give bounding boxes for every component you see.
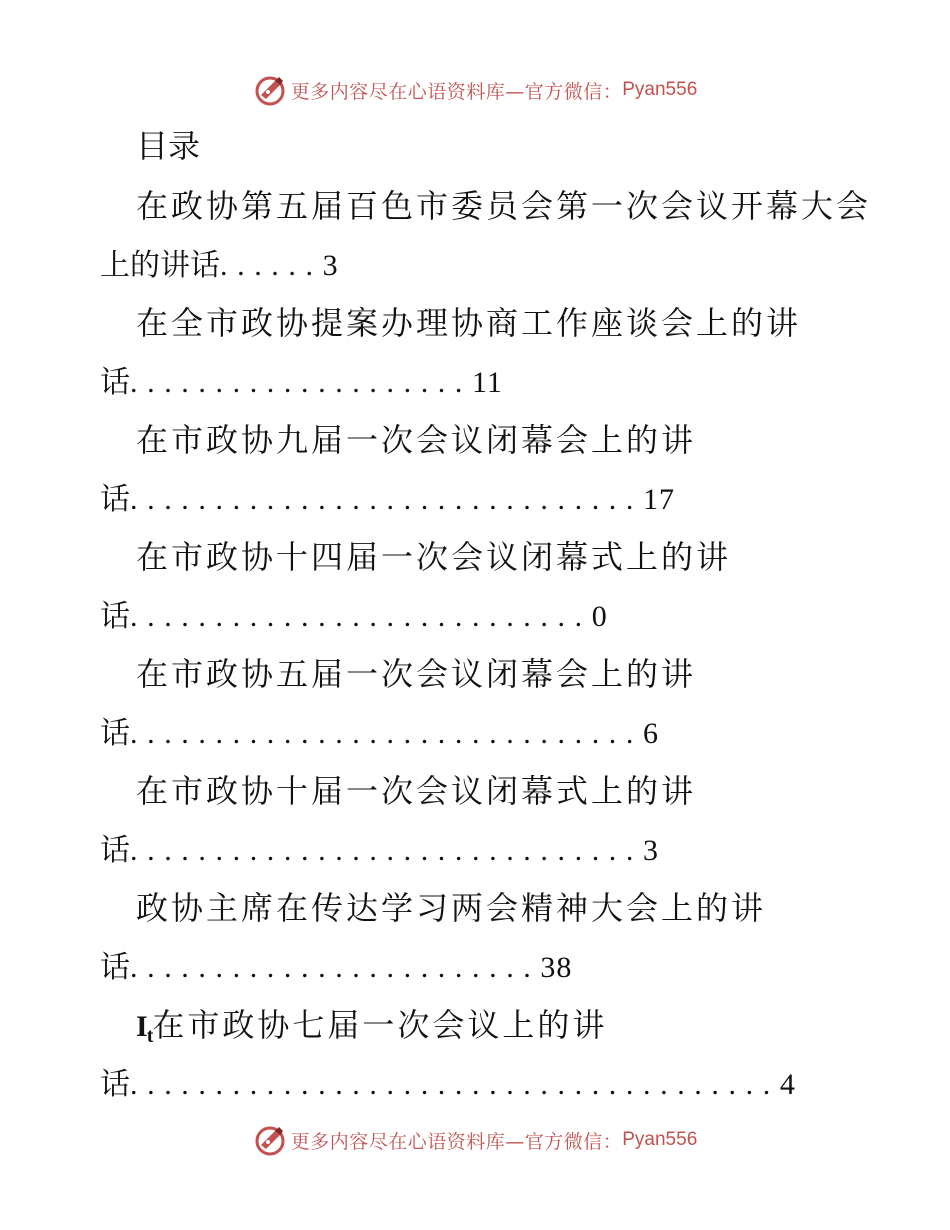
toc-entry[interactable] xyxy=(100,886,860,1003)
dot-leader: ...................................... xyxy=(130,1068,780,1101)
header-banner xyxy=(0,70,950,110)
toc-entry-leader xyxy=(100,242,860,286)
toc-entry-title-row xyxy=(100,1003,860,1047)
toc-entry-title: 政协主席在传达学习两会精神大会上的讲 xyxy=(136,889,767,927)
dot-leader: .............................. xyxy=(130,483,643,516)
footer-banner xyxy=(0,1120,950,1160)
header-banner-text: 更多内容尽在心语资料库—官方微信： xyxy=(290,80,623,103)
page-number: 4 xyxy=(779,1068,796,1101)
page-number: 6 xyxy=(643,717,659,750)
page-number: 11 xyxy=(472,366,503,399)
toc-entry[interactable] xyxy=(100,769,860,886)
toc-entry[interactable] xyxy=(100,301,860,418)
page-number: 17 xyxy=(643,483,675,516)
toc-entry-title-tail: 话 xyxy=(100,365,130,400)
toc-title: 目录 xyxy=(136,127,201,165)
dot-leader: ........................... xyxy=(130,600,592,633)
toc-entry-title-tail: 话 xyxy=(100,599,130,634)
toc-entry-leader xyxy=(100,476,860,520)
toc-entry[interactable] xyxy=(100,418,860,535)
toc-entry-title-tail: 话 xyxy=(100,833,130,868)
toc-entry-leader xyxy=(100,1061,860,1105)
dot-leader: .................... xyxy=(130,366,472,399)
toc-entry-title: 在市政协七届一次会议上的讲 xyxy=(152,1006,608,1044)
toc-entry[interactable] xyxy=(100,652,860,769)
page-number: 3 xyxy=(643,834,659,867)
header-banner-handle: Pyan556 xyxy=(622,79,698,100)
pen-logo-icon xyxy=(253,1123,287,1157)
toc-entry-title: 在市政协九届一次会议闭幕会上的讲 xyxy=(136,421,697,459)
page-number: 38 xyxy=(540,951,573,984)
toc-entry-leader xyxy=(100,359,860,403)
toc-entry-leader xyxy=(100,593,860,637)
toc-entry-leader xyxy=(100,827,860,871)
dot-leader: .............................. xyxy=(130,834,643,867)
toc-entry-title: 在市政协十四届一次会议闭幕式上的讲 xyxy=(136,538,732,576)
dot-leader: ........................ xyxy=(130,951,541,984)
stray-mark-sub: t xyxy=(146,1025,153,1047)
toc-entry-title-tail: 话 xyxy=(100,950,130,985)
toc-entry-title: 在市政协十届一次会议闭幕式上的讲 xyxy=(136,772,697,810)
stray-mark-letter: I xyxy=(136,1010,147,1043)
toc-entry[interactable] xyxy=(100,535,860,652)
pen-logo-icon xyxy=(253,73,287,107)
toc-entry-leader xyxy=(100,944,860,988)
footer-banner-handle: Pyan556 xyxy=(622,1129,698,1150)
toc-entry-title: 在全市政协提案办理协商工作座谈会上的讲 xyxy=(136,304,802,342)
toc-list xyxy=(100,184,872,1120)
toc-entry-title: 在政协第五届百色市委员会第一次会议开幕大会 xyxy=(136,187,872,225)
toc-entry[interactable] xyxy=(100,1003,860,1120)
toc-entry-title-tail: 话 xyxy=(100,482,130,517)
footer-banner-text: 更多内容尽在心语资料库—官方微信： xyxy=(290,1130,623,1153)
dot-leader: ...... xyxy=(220,249,323,282)
toc-entry-title-tail: 话 xyxy=(100,716,130,751)
toc-entry-leader xyxy=(100,710,860,754)
stray-mark xyxy=(136,1010,153,1047)
page-number: 0 xyxy=(591,600,608,633)
dot-leader: .............................. xyxy=(130,717,643,750)
page-number: 3 xyxy=(322,249,339,282)
toc-entry-title-tail: 话 xyxy=(100,1067,130,1102)
toc-entry-title: 在市政协五届一次会议闭幕会上的讲 xyxy=(136,655,697,693)
toc-entry[interactable] xyxy=(100,184,872,301)
toc-entry-title-tail: 上的讲话 xyxy=(100,248,220,283)
